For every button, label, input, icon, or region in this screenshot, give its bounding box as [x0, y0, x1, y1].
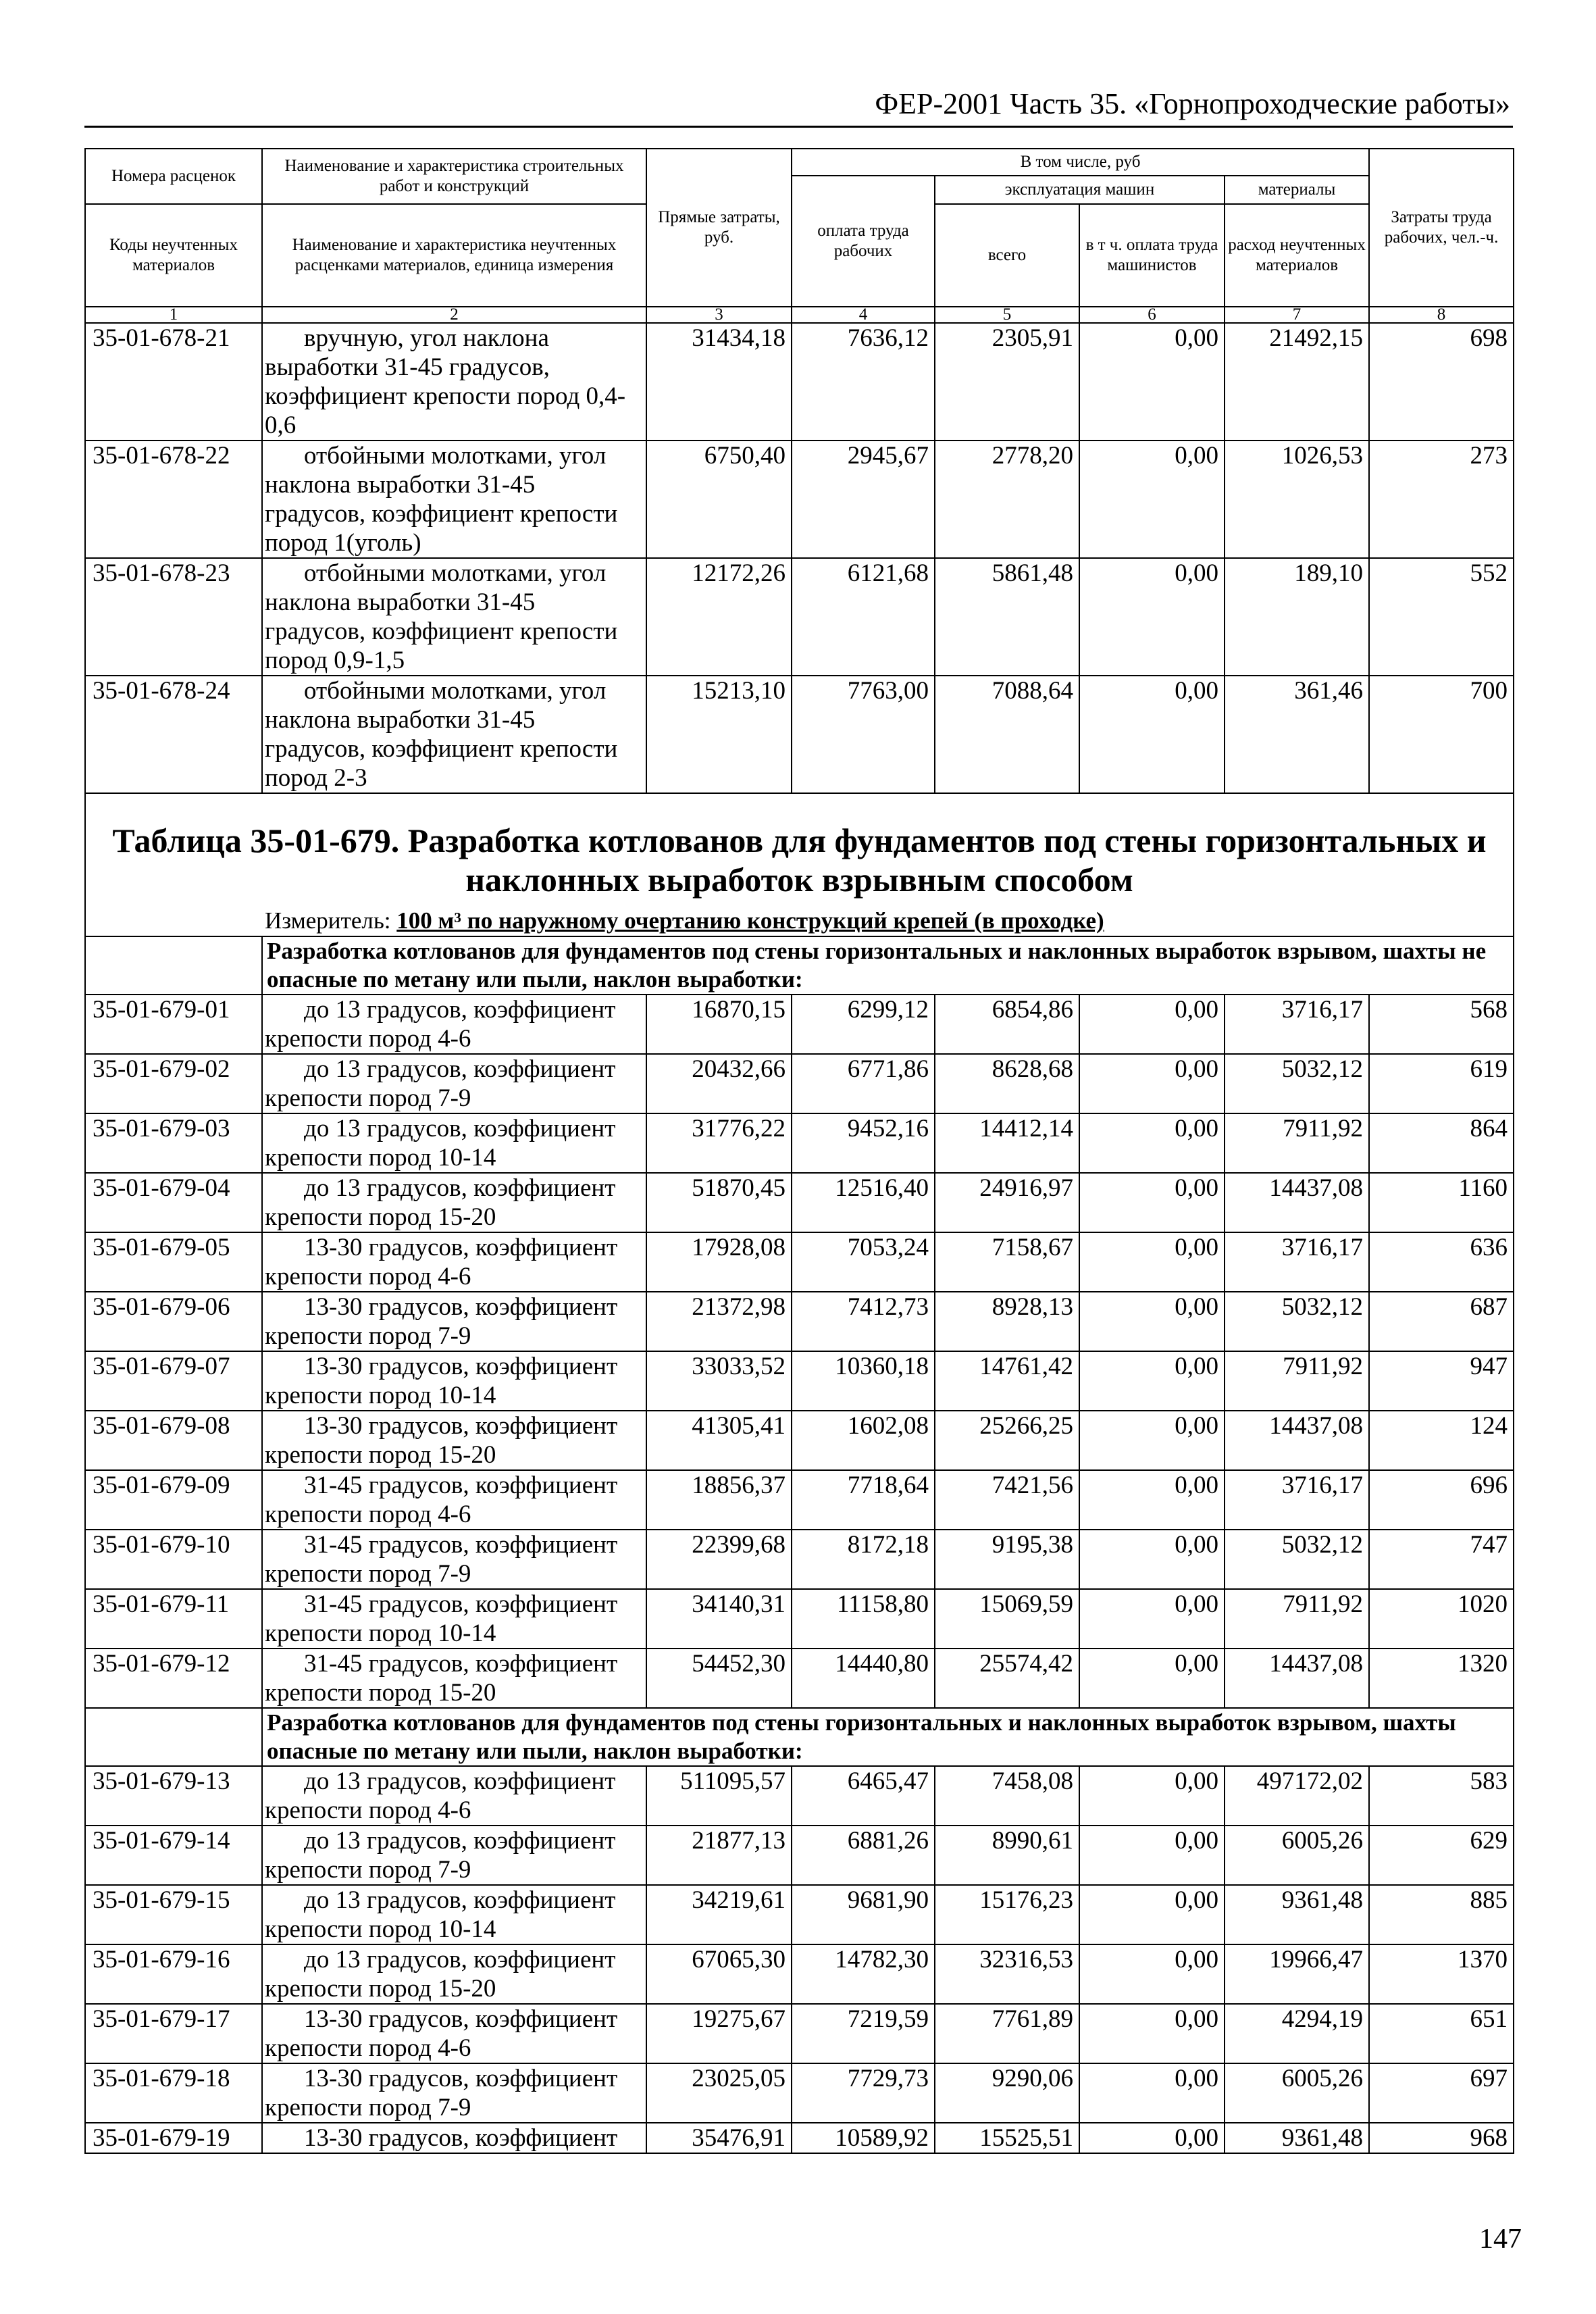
- labor-hours-cell: 651: [1369, 2004, 1514, 2063]
- table-row: [85, 1232, 1514, 1292]
- labor-hours-cell: 1020: [1369, 1589, 1514, 1649]
- labor-hours-cell: 747: [1369, 1530, 1514, 1589]
- column-number: 3: [646, 307, 792, 323]
- rate-code: 35-01-679-09: [85, 1470, 262, 1530]
- rate-description: отбойными молотками, угол наклона выработки 31-45 градусов, коэффициент крепости пород 1(уголь): [262, 441, 646, 558]
- table-row: [85, 1173, 1514, 1232]
- operator-pay-cell: 0,00: [1079, 1411, 1225, 1470]
- table-row: [85, 323, 1514, 441]
- worker-pay-cell: 7636,12: [792, 323, 935, 441]
- worker-pay-cell: 14782,30: [792, 1944, 935, 2004]
- table-row: [85, 1351, 1514, 1411]
- machines-total-cell: 32316,53: [935, 1944, 1079, 2004]
- column-number: 2: [262, 307, 646, 323]
- direct-costs-cell: 15213,10: [646, 676, 792, 793]
- table-row: [85, 1766, 1514, 1826]
- worker-pay-cell: 1602,08: [792, 1411, 935, 1470]
- rate-description: 13-30 градусов, коэффициент крепости пород 4-6: [262, 1232, 646, 1292]
- rate-code: 35-01-679-07: [85, 1351, 262, 1411]
- material-consumption-cell: 21492,15: [1225, 323, 1369, 441]
- machines-total-cell: 14761,42: [935, 1351, 1079, 1411]
- labor-hours-cell: 1320: [1369, 1649, 1514, 1708]
- column-number: 4: [792, 307, 935, 323]
- measure-line: [93, 906, 1506, 936]
- labor-hours-cell: 700: [1369, 676, 1514, 793]
- rate-code: 35-01-679-18: [85, 2063, 262, 2123]
- direct-costs-cell: 34140,31: [646, 1589, 792, 1649]
- rate-description: до 13 градусов, коэффициент крепости пород 7-9: [262, 1826, 646, 1885]
- header-machines-total: всего: [935, 204, 1079, 307]
- operator-pay-cell: 0,00: [1079, 2123, 1225, 2153]
- direct-costs-cell: 22399,68: [646, 1530, 792, 1589]
- material-consumption-cell: 9361,48: [1225, 2123, 1369, 2153]
- material-consumption-cell: 4294,19: [1225, 2004, 1369, 2063]
- direct-costs-cell: 34219,61: [646, 1885, 792, 1944]
- rate-code: 35-01-679-03: [85, 1113, 262, 1173]
- worker-pay-cell: 14440,80: [792, 1649, 935, 1708]
- worker-pay-cell: 2945,67: [792, 441, 935, 558]
- rate-description: 31-45 градусов, коэффициент крепости пород 4-6: [262, 1470, 646, 1530]
- measure-value: 100 м³ по наружному очертанию конструкций крепей (в проходке): [396, 907, 1104, 934]
- direct-costs-cell: 20432,66: [646, 1054, 792, 1113]
- material-consumption-cell: 361,46: [1225, 676, 1369, 793]
- material-consumption-cell: 3716,17: [1225, 1232, 1369, 1292]
- material-consumption-cell: 6005,26: [1225, 1826, 1369, 1885]
- labor-hours-cell: 968: [1369, 2123, 1514, 2153]
- direct-costs-cell: 511095,57: [646, 1766, 792, 1826]
- column-number: 5: [935, 307, 1079, 323]
- worker-pay-cell: 7219,59: [792, 2004, 935, 2063]
- direct-costs-cell: 23025,05: [646, 2063, 792, 2123]
- table-title-cell: [85, 793, 1514, 936]
- direct-costs-cell: 31434,18: [646, 323, 792, 441]
- rate-code: 35-01-679-14: [85, 1826, 262, 1885]
- direct-costs-cell: 21877,13: [646, 1826, 792, 1885]
- labor-hours-cell: 864: [1369, 1113, 1514, 1173]
- machines-total-cell: 7458,08: [935, 1766, 1079, 1826]
- operator-pay-cell: 0,00: [1079, 1351, 1225, 1411]
- rate-code: 35-01-678-23: [85, 558, 262, 676]
- rate-description: до 13 градусов, коэффициент крепости пород 7-9: [262, 1054, 646, 1113]
- table-row: [85, 1470, 1514, 1530]
- operator-pay-cell: 0,00: [1079, 676, 1225, 793]
- material-consumption-cell: 5032,12: [1225, 1054, 1369, 1113]
- section-empty-cell: [85, 936, 262, 995]
- machines-total-cell: 6854,86: [935, 995, 1079, 1054]
- header-machine-operation: эксплуатация машин: [935, 176, 1225, 204]
- rate-description: отбойными молотками, угол наклона выработки 31-45 градусов, коэффициент крепости пород 0,9-1,5: [262, 558, 646, 676]
- operator-pay-cell: 0,00: [1079, 1649, 1225, 1708]
- rate-description: до 13 градусов, коэффициент крепости пород 15-20: [262, 1944, 646, 2004]
- material-consumption-cell: 1026,53: [1225, 441, 1369, 558]
- table-row: [85, 1530, 1514, 1589]
- machines-total-cell: 5861,48: [935, 558, 1079, 676]
- rate-description: до 13 градусов, коэффициент крепости пород 10-14: [262, 1113, 646, 1173]
- header-work-name: Наименование и характеристика строительных работ и конструкций: [262, 149, 646, 204]
- operator-pay-cell: 0,00: [1079, 1054, 1225, 1113]
- worker-pay-cell: 8172,18: [792, 1530, 935, 1589]
- labor-hours-cell: 568: [1369, 995, 1514, 1054]
- operator-pay-cell: 0,00: [1079, 2004, 1225, 2063]
- worker-pay-cell: 11158,80: [792, 1589, 935, 1649]
- machines-total-cell: 24916,97: [935, 1173, 1079, 1232]
- operator-pay-cell: 0,00: [1079, 1766, 1225, 1826]
- machines-total-cell: 7761,89: [935, 2004, 1079, 2063]
- rate-description: 13-30 градусов, коэффициент крепости пород 15-20: [262, 1411, 646, 1470]
- rate-code: 35-01-679-02: [85, 1054, 262, 1113]
- page-number: 147: [1479, 2223, 1522, 2255]
- labor-hours-cell: 552: [1369, 558, 1514, 676]
- worker-pay-cell: 7412,73: [792, 1292, 935, 1351]
- rate-code: 35-01-679-11: [85, 1589, 262, 1649]
- direct-costs-cell: 16870,15: [646, 995, 792, 1054]
- operator-pay-cell: 0,00: [1079, 323, 1225, 441]
- labor-hours-cell: 1370: [1369, 1944, 1514, 2004]
- table-row: [85, 1589, 1514, 1649]
- direct-costs-cell: 21372,98: [646, 1292, 792, 1351]
- section-empty-cell: [85, 1708, 262, 1766]
- header-rate-numbers: Номера расценок: [85, 149, 262, 204]
- machines-total-cell: 7158,67: [935, 1232, 1079, 1292]
- section-heading: Разработка котлованов для фундаментов под стены горизонтальных и наклонных выработок взрывом, шахты не опасные по метану или пыли, наклон выработки:: [262, 936, 1514, 995]
- labor-hours-cell: 1160: [1369, 1173, 1514, 1232]
- operator-pay-cell: 0,00: [1079, 1173, 1225, 1232]
- direct-costs-cell: 17928,08: [646, 1232, 792, 1292]
- rates-table: [84, 148, 1514, 2154]
- material-consumption-cell: 7911,92: [1225, 1113, 1369, 1173]
- rate-code: 35-01-679-13: [85, 1766, 262, 1826]
- table-row: [85, 1885, 1514, 1944]
- operator-pay-cell: 0,00: [1079, 1292, 1225, 1351]
- machines-total-cell: 15069,59: [935, 1589, 1079, 1649]
- worker-pay-cell: 7718,64: [792, 1470, 935, 1530]
- worker-pay-cell: 9681,90: [792, 1885, 935, 1944]
- section-heading-row: [85, 1708, 1514, 1766]
- table-title-row: [85, 793, 1514, 936]
- direct-costs-cell: 19275,67: [646, 2004, 792, 2063]
- header-material-consumption: расход неучтенных материалов: [1225, 204, 1369, 307]
- rate-code: 35-01-679-17: [85, 2004, 262, 2063]
- table-row: [85, 441, 1514, 558]
- rate-code: 35-01-679-01: [85, 995, 262, 1054]
- worker-pay-cell: 7763,00: [792, 676, 935, 793]
- direct-costs-cell: 6750,40: [646, 441, 792, 558]
- rate-code: 35-01-678-22: [85, 441, 262, 558]
- direct-costs-cell: 54452,30: [646, 1649, 792, 1708]
- labor-hours-cell: 636: [1369, 1232, 1514, 1292]
- operator-pay-cell: 0,00: [1079, 2063, 1225, 2123]
- table-row: [85, 2004, 1514, 2063]
- material-consumption-cell: 14437,08: [1225, 1411, 1369, 1470]
- table-row: [85, 1944, 1514, 2004]
- material-consumption-cell: 14437,08: [1225, 1173, 1369, 1232]
- rate-description: 13-30 градусов, коэффициент крепости пород 4-6: [262, 2004, 646, 2063]
- machines-total-cell: 2305,91: [935, 323, 1079, 441]
- worker-pay-cell: 7053,24: [792, 1232, 935, 1292]
- table-row: [85, 1411, 1514, 1470]
- rate-code: 35-01-679-08: [85, 1411, 262, 1470]
- worker-pay-cell: 6771,86: [792, 1054, 935, 1113]
- table-row: [85, 1649, 1514, 1708]
- operator-pay-cell: 0,00: [1079, 558, 1225, 676]
- rate-code: 35-01-679-05: [85, 1232, 262, 1292]
- operator-pay-cell: 0,00: [1079, 995, 1225, 1054]
- direct-costs-cell: 51870,45: [646, 1173, 792, 1232]
- operator-pay-cell: 0,00: [1079, 1826, 1225, 1885]
- table-row: [85, 995, 1514, 1054]
- labor-hours-cell: 698: [1369, 323, 1514, 441]
- material-consumption-cell: 3716,17: [1225, 995, 1369, 1054]
- direct-costs-cell: 33033,52: [646, 1351, 792, 1411]
- worker-pay-cell: 6465,47: [792, 1766, 935, 1826]
- operator-pay-cell: 0,00: [1079, 1944, 1225, 2004]
- header-direct-costs: Прямые затраты, руб.: [646, 149, 792, 307]
- worker-pay-cell: 10589,92: [792, 2123, 935, 2153]
- worker-pay-cell: 10360,18: [792, 1351, 935, 1411]
- header-including: В том числе, руб: [792, 149, 1369, 176]
- table-title: Таблица 35-01-679. Разработка котлованов для фундаментов под стены горизонтальных и наклонных выработок взрывным способом: [112, 822, 1487, 899]
- rate-code: 35-01-679-19: [85, 2123, 262, 2153]
- machines-total-cell: 8990,61: [935, 1826, 1079, 1885]
- material-consumption-cell: 14437,08: [1225, 1649, 1369, 1708]
- labor-hours-cell: 947: [1369, 1351, 1514, 1411]
- operator-pay-cell: 0,00: [1079, 1885, 1225, 1944]
- rate-code: 35-01-679-15: [85, 1885, 262, 1944]
- section-heading-row: [85, 936, 1514, 995]
- direct-costs-cell: 41305,41: [646, 1411, 792, 1470]
- material-consumption-cell: 6005,26: [1225, 2063, 1369, 2123]
- rate-description: 13-30 градусов, коэффициент крепости пород 10-14: [262, 1351, 646, 1411]
- labor-hours-cell: 687: [1369, 1292, 1514, 1351]
- rate-description: 13-30 градусов, коэффициент крепости пород 7-9: [262, 1292, 646, 1351]
- rate-description: 13-30 градусов, коэффициент: [262, 2123, 646, 2153]
- table-row: [85, 1113, 1514, 1173]
- rate-description: до 13 градусов, коэффициент крепости пород 4-6: [262, 1766, 646, 1826]
- section-heading: Разработка котлованов для фундаментов под стены горизонтальных и наклонных выработок взрывом, шахты опасные по метану или пыли, наклон выработки:: [262, 1708, 1514, 1766]
- machines-total-cell: 7421,56: [935, 1470, 1079, 1530]
- labor-hours-cell: 629: [1369, 1826, 1514, 1885]
- table-row: [85, 2063, 1514, 2123]
- rate-description: до 13 градусов, коэффициент крепости пород 15-20: [262, 1173, 646, 1232]
- machines-total-cell: 9290,06: [935, 2063, 1079, 2123]
- direct-costs-cell: 67065,30: [646, 1944, 792, 2004]
- labor-hours-cell: 124: [1369, 1411, 1514, 1470]
- worker-pay-cell: 7729,73: [792, 2063, 935, 2123]
- operator-pay-cell: 0,00: [1079, 1589, 1225, 1649]
- material-consumption-cell: 5032,12: [1225, 1292, 1369, 1351]
- rate-description: 13-30 градусов, коэффициент крепости пород 7-9: [262, 2063, 646, 2123]
- rate-description: до 13 градусов, коэффициент крепости пород 10-14: [262, 1885, 646, 1944]
- rate-code: 35-01-679-10: [85, 1530, 262, 1589]
- table-row: [85, 1292, 1514, 1351]
- header-material-name: Наименование и характеристика неучтенных расценками материалов, единица измерения: [262, 204, 646, 307]
- direct-costs-cell: 12172,26: [646, 558, 792, 676]
- material-consumption-cell: 5032,12: [1225, 1530, 1369, 1589]
- direct-costs-cell: 18856,37: [646, 1470, 792, 1530]
- header-rule: [84, 126, 1513, 128]
- labor-hours-cell: 696: [1369, 1470, 1514, 1530]
- table-row: [85, 1054, 1514, 1113]
- column-number: 7: [1225, 307, 1369, 323]
- header-materials: материалы: [1225, 176, 1369, 204]
- material-consumption-cell: 189,10: [1225, 558, 1369, 676]
- rate-description: отбойными молотками, угол наклона выработки 31-45 градусов, коэффициент крепости пород 2-3: [262, 676, 646, 793]
- machines-total-cell: 7088,64: [935, 676, 1079, 793]
- operator-pay-cell: 0,00: [1079, 1530, 1225, 1589]
- header-material-codes: Коды неучтенных материалов: [85, 204, 262, 307]
- worker-pay-cell: 9452,16: [792, 1113, 935, 1173]
- worker-pay-cell: 12516,40: [792, 1173, 935, 1232]
- header-worker-pay: оплата труда рабочих: [792, 176, 935, 307]
- machines-total-cell: 8628,68: [935, 1054, 1079, 1113]
- table-row: [85, 1826, 1514, 1885]
- direct-costs-cell: 35476,91: [646, 2123, 792, 2153]
- direct-costs-cell: 31776,22: [646, 1113, 792, 1173]
- machines-total-cell: 25266,25: [935, 1411, 1079, 1470]
- rate-description: до 13 градусов, коэффициент крепости пород 4-6: [262, 995, 646, 1054]
- rate-description: 31-45 градусов, коэффициент крепости пород 7-9: [262, 1530, 646, 1589]
- machines-total-cell: 9195,38: [935, 1530, 1079, 1589]
- operator-pay-cell: 0,00: [1079, 1113, 1225, 1173]
- rate-description: 31-45 градусов, коэффициент крепости пород 15-20: [262, 1649, 646, 1708]
- rate-description: вручную, угол наклона выработки 31-45 градусов, коэффициент крепости пород 0,4-0,6: [262, 323, 646, 441]
- column-number: 8: [1369, 307, 1514, 323]
- header-operator-pay: в т ч. оплата труда машинистов: [1079, 204, 1225, 307]
- worker-pay-cell: 6121,68: [792, 558, 935, 676]
- measure-label: Измеритель:: [265, 907, 391, 934]
- labor-hours-cell: 583: [1369, 1766, 1514, 1826]
- labor-hours-cell: 273: [1369, 441, 1514, 558]
- rate-code: 35-01-678-21: [85, 323, 262, 441]
- header-labor-hours: Затраты труда рабочих, чел.-ч.: [1369, 149, 1514, 307]
- running-head: ФЕР-2001 Часть 35. «Горнопроходческие работы»: [875, 87, 1510, 120]
- worker-pay-cell: 6881,26: [792, 1826, 935, 1885]
- material-consumption-cell: 7911,92: [1225, 1351, 1369, 1411]
- worker-pay-cell: 6299,12: [792, 995, 935, 1054]
- labor-hours-cell: 619: [1369, 1054, 1514, 1113]
- table-row: [85, 2123, 1514, 2153]
- operator-pay-cell: 0,00: [1079, 1232, 1225, 1292]
- column-number: 1: [85, 307, 262, 323]
- material-consumption-cell: 9361,48: [1225, 1885, 1369, 1944]
- rate-code: 35-01-679-06: [85, 1292, 262, 1351]
- operator-pay-cell: 0,00: [1079, 441, 1225, 558]
- rate-code: 35-01-679-04: [85, 1173, 262, 1232]
- machines-total-cell: 25574,42: [935, 1649, 1079, 1708]
- labor-hours-cell: 697: [1369, 2063, 1514, 2123]
- rate-description: 31-45 градусов, коэффициент крепости пород 10-14: [262, 1589, 646, 1649]
- machines-total-cell: 15176,23: [935, 1885, 1079, 1944]
- operator-pay-cell: 0,00: [1079, 1470, 1225, 1530]
- material-consumption-cell: 497172,02: [1225, 1766, 1369, 1826]
- table-row: [85, 558, 1514, 676]
- material-consumption-cell: 19966,47: [1225, 1944, 1369, 2004]
- table-row: [85, 676, 1514, 793]
- labor-hours-cell: 885: [1369, 1885, 1514, 1944]
- material-consumption-cell: 7911,92: [1225, 1589, 1369, 1649]
- machines-total-cell: 8928,13: [935, 1292, 1079, 1351]
- rate-code: 35-01-679-16: [85, 1944, 262, 2004]
- machines-total-cell: 14412,14: [935, 1113, 1079, 1173]
- rate-code: 35-01-678-24: [85, 676, 262, 793]
- material-consumption-cell: 3716,17: [1225, 1470, 1369, 1530]
- machines-total-cell: 15525,51: [935, 2123, 1079, 2153]
- rate-code: 35-01-679-12: [85, 1649, 262, 1708]
- column-number: 6: [1079, 307, 1225, 323]
- machines-total-cell: 2778,20: [935, 441, 1079, 558]
